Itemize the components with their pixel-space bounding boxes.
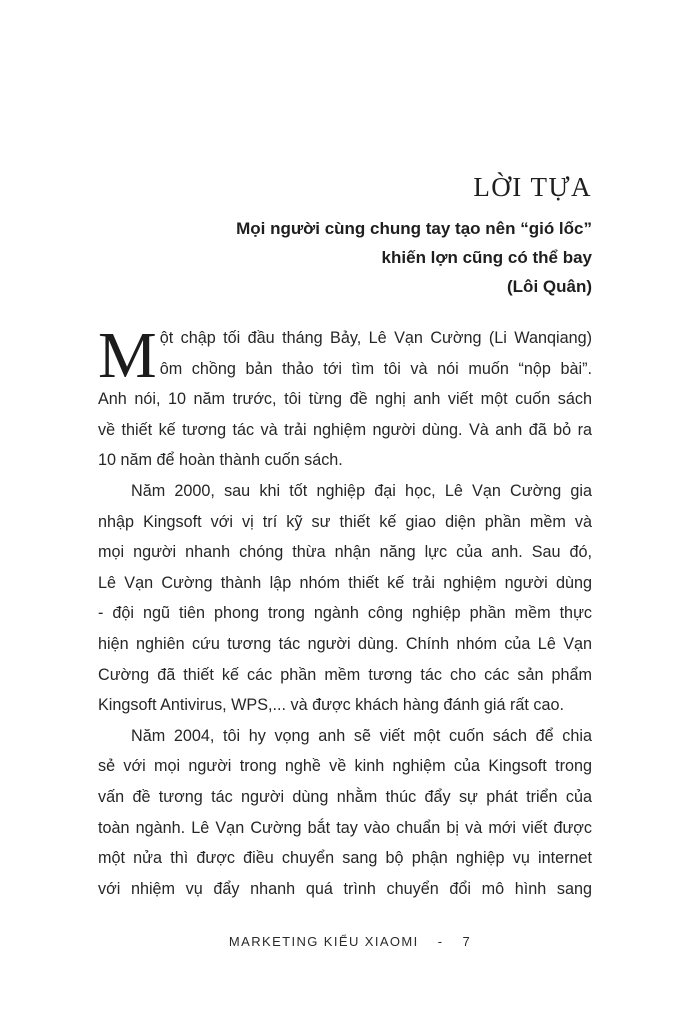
paragraph-line: mọi người nhanh chóng thừa nhận năng lực của anh. Sau đó, [98,543,592,562]
paragraph-line: ột chập tối đầu tháng Bảy, Lê Vạn Cường (Li Wanqiang) [159,329,592,347]
paragraph-line: Cường đã thiết kế các phần mềm tương tác cho các sản phẩm [98,665,592,684]
paragraph-line: Kingsoft Antivirus, WPS,... và được khách hàng đánh giá rất cao. [98,696,564,715]
running-footer [0,934,700,949]
paragraph-line: hiện nghiên cứu tương tác người dùng. Chính nhóm của Lê Vạn [98,634,592,653]
paragraph-line: - đội ngũ tiên phong trong ngành công nghiệp phần mềm thực [98,604,592,623]
paragraph-line: sẻ với mọi người trong nghề về kinh nghiệm của Kingsoft trong [98,757,592,776]
paragraph-line: toàn ngành. Lê Vạn Cường bắt tay vào chuẩn bị và mới viết được [98,818,592,837]
paragraph-line: 10 năm để hoàn thành cuốn sách. [98,451,343,470]
paragraph-line: một nửa thì được điều chuyển sang bộ phận nghiệp vụ internet [98,849,592,868]
paragraph-line: Anh nói, 10 năm trước, tôi từng đề nghị anh viết một cuốn sách [98,390,592,409]
epigraph [236,214,592,301]
paragraph-line: về thiết kế tương tác và trải nghiệm người dùng. Và anh đã bỏ ra [98,420,592,439]
paragraph-line: nhập Kingsoft với vị trí kỹ sư thiết kế giao diện phần mềm và [98,512,592,531]
footer-separator: - [437,934,444,949]
epigraph-line: Mọi người cùng chung tay tạo nên “gió lốc” [236,219,592,238]
footer-book-title: MARKETING KIỂU XIAOMI [228,934,419,949]
paragraph-line: vấn đề tương tác người dùng nhằm thúc đẩy sự phát triển của [98,787,592,806]
paragraph-line: Năm 2000, sau khi tốt nghiệp đại học, Lê Vạn Cường gia [131,481,592,500]
paragraph-line: ôm chồng bản thảo tới tìm tôi và nói muốn “nộp bài”. [159,359,592,378]
paragraph-line: Lê Vạn Cường thành lập nhóm thiết kế trải nghiệm người dùng [98,573,592,592]
chapter-title: LỜI TỰA [473,172,592,202]
epigraph-line: khiến lợn cũng có thể bay [381,248,592,267]
drop-cap-letter: M [98,319,156,392]
body-text [98,319,592,904]
page-number: 7 [462,934,472,949]
paragraph-line: với nhiệm vụ đẩy nhanh quá trình chuyển đổi mô hình sang [98,879,592,898]
paragraph-line: Năm 2004, tôi hy vọng anh sẽ viết một cuốn sách để chia [131,726,592,745]
epigraph-attribution: (Lôi Quân) [507,277,592,296]
